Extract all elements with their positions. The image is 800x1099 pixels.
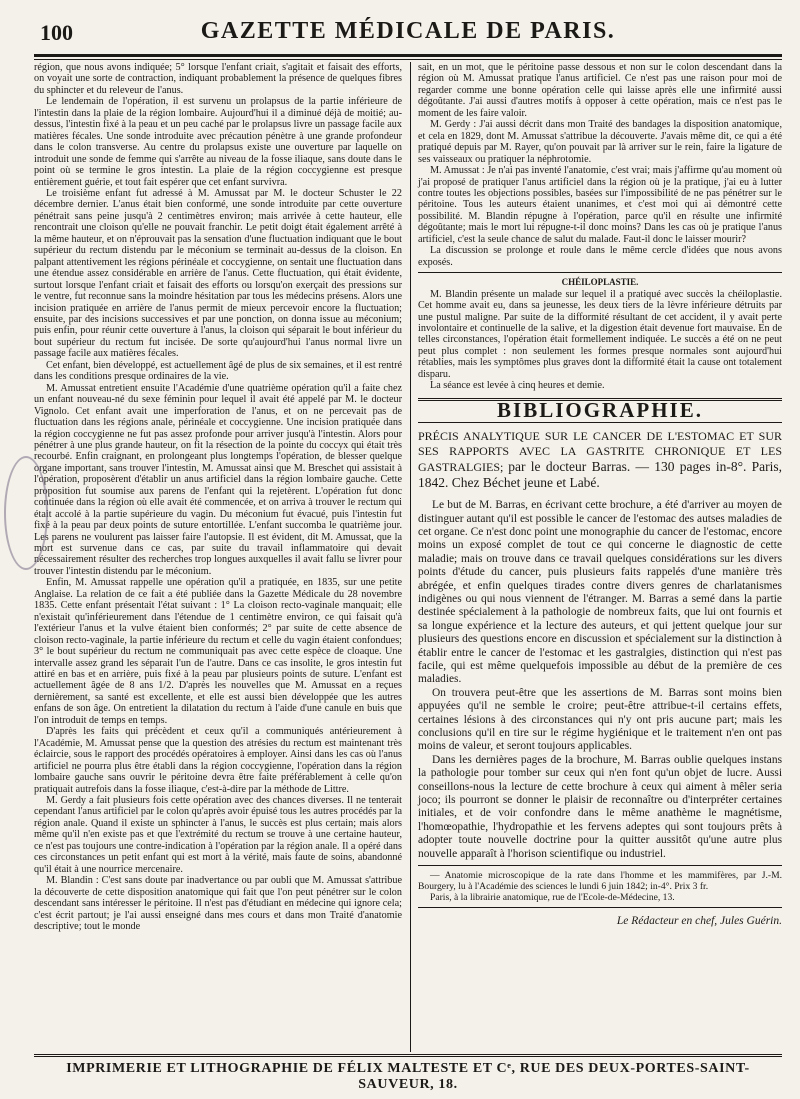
review-title: PRÉCIS ANALYTIQUE SUR LE CANCER DE L'ESTOMAC ET SUR SES RAPPORTS AVEC LA GASTRITE CHRONIQUE ET LES GASTRALGIES; xyxy=(418,429,782,475)
paragraph: M. Gerdy : J'ai aussi décrit dans mon Traité des bandages la disposition anatomique, et cela en 1829, dont M. Amussat s'attribue la découverte. J'avais même dit, ce qui a été pratiqué depuis par M. Rayer, qu'on pouvait par là arriver sur le rein, faire la ligature de ses vaisseaux ou pratiquer la néphrotomie. xyxy=(418,119,782,165)
section-divider xyxy=(418,272,782,273)
paragraph: sait, en un mot, que le péritoine passe dessous et non sur le colon descendant dans la région où M. Amussat pratique l'anus artificiel. Ce n'est pas une raison pour moi de regarder comme une bonne opération celle qui laisse après elle une infirmité aussi dégoûtante. J'ai aussi d'autres motifs à opposer à cette opération, mais ce n'est pas le moment de les faire valoir. xyxy=(418,62,782,119)
signature-divider xyxy=(418,907,782,908)
left-column xyxy=(34,62,402,932)
newspaper-page xyxy=(34,18,783,1092)
page-header xyxy=(34,18,782,52)
review-header xyxy=(418,429,782,491)
paragraph: région, que nous avons indiquée; 5° lorsque l'enfant criait, s'agitait et faisait des efforts, on voyait une sorte de contraction, indiquant probablement la présence de quelques fibres du sphincter et du releveur de l'anus. xyxy=(34,62,402,96)
paragraph: M. Amussat : Je n'ai pas inventé l'anatomie, c'est vrai; mais j'affirme qu'au moment où j'ai proposé de pratiquer l'anus artificiel dans la région où je la pratique, j'ai eu à lutter contre toutes les objections possibles, basées sur l'impossibilité de ne pas pénétrer sur le péritoine. Tous les auteurs étaient unanimes, et c'est moi qui ai démontré cette possibilité. M. Blandin répugne à l'opération, parce qu'il en résulte une infirmité dégoûtante; mais le mort lui répugne-t-il donc moins? Dans les cas où je pratique l'anus artificiel, c'est la seule chance de salut du malade. Faut-il donc le laisser mourir? xyxy=(418,165,782,245)
paragraph: Le troisième enfant fut adressé à M. Amussat par M. le docteur Schuster le 22 décembre dernier. L'anus était bien conformé, une sonde introduite par cette ouverture pénétrait sans peine jusqu'à 2 centimètres environ; mais arrivée à cette hauteur, elle rencontrait une cloison qu'elle ne pouvait franchir. Le petit doigt était également arrêté à la même hauteur, et on n'éprouvait pas la sensation d'une fluctuation indiquant que le bout supérieur du rectum distendu par le méconium se terminait au-dessus de la cloison. En palpant attentivement les régions périnéale et coccygienne, on sentait une fluctuation dans une étendue assez considérable en arrière de l'anus. Cette fluctuation, qui était évidente, surtout lorsque l'enfant criait et faisait des efforts ou lorsqu'on exerçait des pressions sur le ventre, fut reconnue sans la moindre hésitation par tous les médecins présens. Alors une incision pratiquée en arrière de l'anus permit de mieux percevoir encore la fluctuation; ensuite, par des incisions successives et par une ponction, on donna issue au méconium; puis enfin, pour réunir cette ouverture à l'anus, la cloison qui séparait le bout inférieur du bout supérieur du rectum fut incisée. De sorte qu'aujourd'hui l'anus normal livre un passage facile aux matières fécales. xyxy=(34,187,402,360)
paragraph: Enfin, M. Amussat rappelle une opération qu'il a pratiquée, en 1835, sur une petite Anglaise. La relation de ce fait a été publiée dans la Gazette Médicale du 28 novembre 1835. Cette enfant présentait l'état suivant : 1° La cloison recto-vaginale manquait; elle n'existait qu'inférieurement dans l'étendue de 1 centimètre environ, ce qui faisait qu'à l'extérieur l'anus et la vulve étaient bien conformés; 2° par suite de cette absence de cloison recto-vaginale, la partie inférieure du rectum et celle du vagin étaient confondues; 3° le bout supérieur du rectum ne communiquait pas avec cette espèce de cloaque. Une intervalle assez grand les séparait l'un de l'autre. Dans ce cas insolite, le gros intestin fut attiré en bas et en arrière, puis fixé à la peau par plusieurs points de suture. L'enfant est actuellement âgée de 8 ans 1/2. D'après les nouvelles que M. Amussat en a reçues dernièrement, sa santé est excellente, et elle est aussi bien développée que les autres enfans de son âge. On entretient la dilatation du rectum à l'aide d'une canule en buis que l'on introduit de temps en temps. xyxy=(34,577,402,726)
bibliography-rule xyxy=(418,422,782,423)
two-column-body xyxy=(34,62,782,1052)
journal-title: GAZETTE MÉDICALE DE PARIS. xyxy=(200,18,616,44)
header-rule xyxy=(34,54,782,60)
footer-rule xyxy=(34,1054,782,1057)
notice-address: Paris, à la librairie anatomique, rue de l'Ecole-de-Médecine, 13. xyxy=(430,892,675,904)
paragraph: M. Blandin : C'est sans doute par inadvertance ou par oubli que M. Amussat s'attribue la découverte de cette disposition anatomique qui fait que l'on peut pénétrer sur le colon descendant sans intéresser le péritoine. Il n'est pas d'étudiant en médecine qui ignore cela; c'est écrit partout; je l'ai aussi enseigné dans mes cours et dans mon Traité d'anatomie descriptive; tout le monde xyxy=(34,875,402,932)
printer-line: IMPRIMERIE ET LITHOGRAPHIE DE FÉLIX MALTESTE ET Cᵉ, RUE DES DEUX-PORTES-SAINT-SAUVEUR, 18. xyxy=(66,1061,750,1092)
notice: — Anatomie microscopique de la rate dans l'homme et les mammifères, par J.-M. Bourgery, lu à l'Académie des sciences le lundi 6 juin 1842; in-4°. Prix 3 fr. xyxy=(418,870,782,893)
column-divider xyxy=(410,62,411,1052)
paragraph: Le but de M. Barras, en écrivant cette brochure, a été d'arriver au moyen de distinguer autant qu'il est possible le cancer de l'estomac des autses maladies de cet organe. Ce n'est donc point une monographie du cancer de l'estomac, encore moins un exposé complet de tout ce qui concerne le diagnostic de cette maladie; mais on trouve dans ce travail quelques considérations sur les divers points d'étude du cancer, puis plusieurs faits rappelés d'une manière très abrégée, et enfin quelques tirades contre divers genres de charlatanismes indigènes ou qui nous viennent de l'étranger. M. Barras a semé dans la partie destinée spécialement à la pathologie de nombreux faits, que lui ont fournis et sa longue expérience et la lecture des auteurs, et qui jettent quelque jour sur plusieurs des questions encore en discussion et spécialement sur la distinction à établir entre le cancer de l'estomac et les gastralgies, distinction qui n'est pas facile, qui est même quelquefois impossible au début de la première de ces maladies. xyxy=(418,499,782,686)
right-column xyxy=(418,62,782,928)
page-number: 100 xyxy=(40,20,73,45)
paragraph: Dans les dernières pages de la brochure, M. Barras oublie quelques instans la pathologie pour tomber sur ceux qui n'en font qu'un objet de lucre. Aussi conseillons-nous la lecture de cette brochure à ceux qui aiment à mêler seria joco; ils pourront se donner le plaisir de reconnaître ou d'interpréter certaines initiales, et de voir confondre dans le même anathème le magnétisme, l'homœopathie, l'hydropathie et les fervens adeptes qui sont toujours prêts à adopter toute nouvelle doctrine pour la quitter aussitôt qu'une autre plus nouvelle apparaît à l'horison scientifique ou industriel. xyxy=(418,753,782,860)
section-heading: CHÉILOPLASTIE. xyxy=(561,277,639,288)
library-stamp xyxy=(4,456,48,570)
paragraph: M. Gerdy a fait plusieurs fois cette opération avec des chances diverses. Il ne tenterait cependant l'anus artificiel par le colon qu'après avoir épuisé tous les autres procédés par la région anale. Quand il existe un sphincter à l'anus, le succès est plus certain; mais alors même qu'il n'en existe pas et que l'extrémité du rectum se trouve à une certaine hauteur, ce n'est pas toujours une contre-indication à l'opération par la région anale. Il a opéré dans ces circonstances un petit enfant qui est mort à la vérité, mais faute de soins, abandonné qu'il était à une nourrice mercenaire. xyxy=(34,795,402,875)
paragraph: M. Amussat entretient ensuite l'Académie d'une quatrième opération qu'il a faite chez un enfant nouveau-né du sexe féminin pour lequel il avait été appelé par M. le docteur Vignolo. Cet enfant avait une imperforation de l'anus, et on ne percevait pas de fluctuation dans les régions anale, périnéale et coccygienne. Une incision pratiquée dans la région coccygienne ne fut pas assez profonde pour arriver jusqu'à l'intestin. Alors pour pénétrer à une plus grande hauteur, on fit la résection de la pointe du coccyx qui était très recourbé. Enfin craignant, en prolongeant plus longtemps l'opération, de blesser quelque organe important, sans trouver l'intestin, M. Amussat ainsi que M. Breschet qui assistait à l'opération, proposèrent d'établir un anus artificiel dans la région lombaire gauche. Cette proposition fut soumise aux parens de l'enfant qui la rejetèrent. L'opération fut donc continuée dans la région où elle avait été commencée, et on arriva à trouver le rectum qui était accolé à la partie supérieure du vagin. Du méconium fut évacué, puis l'intestin fut fixé à la peau par deux points de suture entortillée. L'enfant succomba le quatrième jour. Les parens ne voulurent pas laisser faire l'autopsie. Il est évident, dit M. Amussat, que la mort est survenue dans ce cas, par suite du travail inflammatoire qui devait nécessairement résulter des recherches trop longues auxquelles il avait fallu se livrer pour trouver l'intestin distendu par le méconium. xyxy=(34,382,402,577)
bibliography-title: BIBLIOGRAPHIE. xyxy=(497,397,703,422)
paragraph: La séance est levée à cinq heures et demie. xyxy=(430,380,605,392)
paragraph: D'après les faits qui précèdent et ceux qu'il a communiqués antérieurement à l'Académie, M. Amussat pense que la question des atrésies du rectum est maintenant très éclaircie, sous le rapport des procédés opératoires à employer. Ainsi dans les cas où l'anus artificiel ne pourra plus être établi dans la région coccygienne, l'opération dans la région lombaire gauche sans ouvrir le péritoine devra être faite préférablement à celle qu'on pratiquait autrefois dans la fosse iliaque, c'est-à-dire par la méthode de Littre. xyxy=(34,726,402,795)
paragraph: Cet enfant, bien développé, est actuellement âgé de plus de six semaines, et il est rentré dans les conditions presque ordinaires de la vie. xyxy=(34,359,402,383)
notice-divider xyxy=(418,865,782,866)
paragraph: Le lendemain de l'opération, il est survenu un prolapsus de la partie inférieure de l'intestin dans la plaie de la région lombaire. Aujourd'hui il a diminué déjà de moitié; au-dessus, l'intestin fixé à la peau et un peu caché par le prolapsus livre un passage facile aux matières fécales. Une sonde introduite avec précaution pénètre à une grande profondeur dans le colon transverse. Au centre du prolapsus existe une ouverture par laquelle on introduit une sonde de femme qui s'arrête au niveau de la fosse iliaque, sans doute dans le point où se termine le gros intestin. La plaie de la région coccygienne est presque entièrement guérie, et tout fait espérer que cet enfant survivra. xyxy=(34,96,402,188)
paragraph: M. Blandin présente un malade sur lequel il a pratiqué avec succès la chéiloplastie. Cet homme avait eu, dans sa jeunesse, les deux tiers de la lèvre inférieure détruits par une pustul maligne. Par suite de la difformité résultant de cet accident, il y avait perte involontaire et continuelle de la salive, et la digestion était devenue fort mauvaise. En de telles circonstances, l'opération était formellement indiquée. Le succès a été on ne peut peut plus complet : non seulement les formes presque normales sont aujourd'hui rétablies, mais les symptômes plus graves dont la difformité était la cause ont totalement disparu. xyxy=(418,288,782,380)
review-body xyxy=(418,499,782,861)
editor-signature: Le Rédacteur en chef, Jules Guérin. xyxy=(616,915,782,928)
paragraph: La discussion se prolonge et roule dans le même cercle d'idées que nous avons exposés. xyxy=(418,245,782,268)
paragraph: On trouvera peut-être que les assertions de M. Barras sont moins bien appuyées qu'il ne semble le croire; peut-être attribue-t-il certains effets, certaines lésions à des circonstances qui n'y ont pris aucune part; mais les conclusions qu'il en tire sur le régime hygiénique et le traitement n'en ont pas moins de valeur, et seront toujours applicables. xyxy=(418,686,782,753)
review-publication-info: par le docteur Barras. — 130 pages in-8°. Paris, 1842. Chez Béchet jeune et Labé. xyxy=(418,459,783,491)
